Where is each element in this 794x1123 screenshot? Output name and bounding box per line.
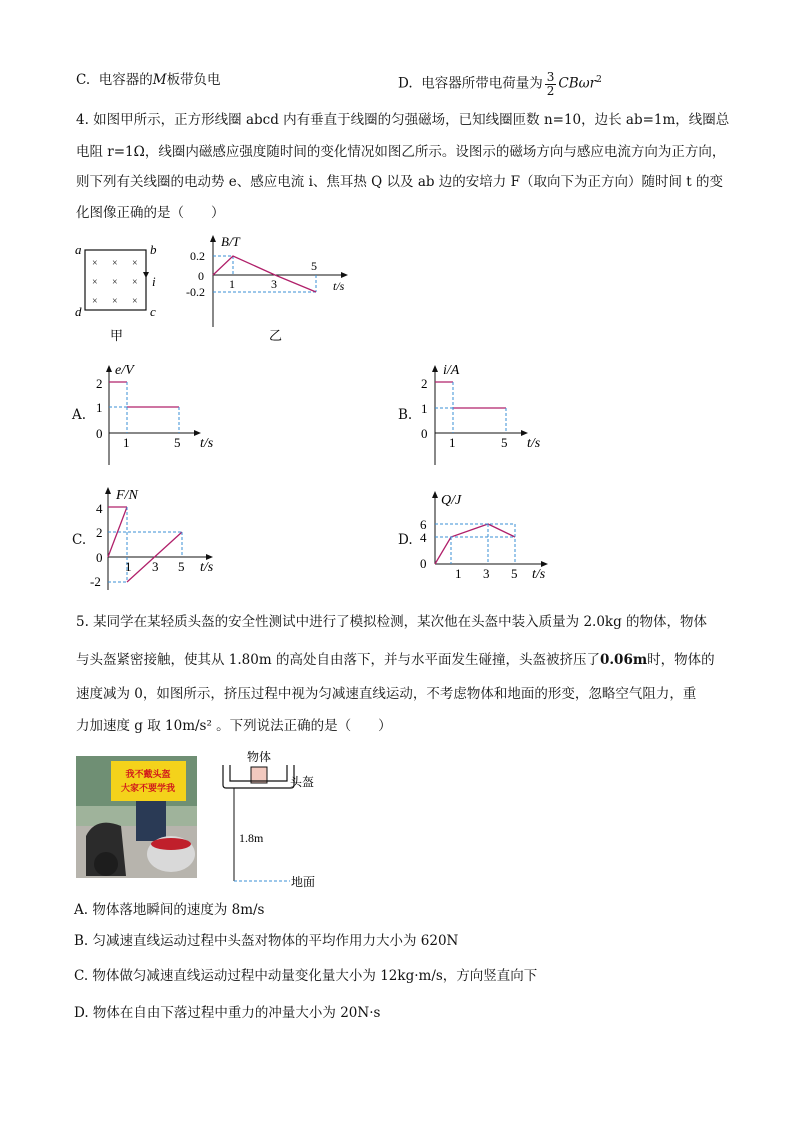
- svg-text:×: ×: [132, 277, 138, 288]
- svg-text:×: ×: [92, 258, 98, 269]
- q4-line-3: 则下列有关线圈的电动势 e、感应电流 i、焦耳热 Q 以及 ab 边的安培力 F（取向下为正方向）随时间 t 的变: [76, 174, 723, 190]
- svg-text:t/s: t/s: [200, 560, 214, 575]
- svg-text:Q/J: Q/J: [441, 493, 462, 508]
- svg-text:6: 6: [420, 517, 427, 532]
- svg-text:2: 2: [96, 376, 103, 391]
- svg-text:我不戴头盔: 我不戴头盔: [125, 769, 171, 779]
- q5-line-1: 5. 某同学在某轻质头盔的安全性测试中进行了模拟检测，某次他在头盔中装入质量为 2.0kg 的物体，物体: [76, 614, 708, 630]
- corner-a: a: [75, 242, 82, 257]
- tick-x-1: 1: [229, 277, 235, 291]
- svg-text:e/V: e/V: [115, 363, 134, 378]
- option-b-graph: [415, 360, 555, 468]
- current-arrow: [143, 272, 149, 278]
- caption-yi: 乙: [269, 328, 283, 343]
- y-axis-arrow: [210, 235, 216, 242]
- svg-text:5: 5: [501, 435, 508, 450]
- option-b-label: B.: [398, 407, 413, 423]
- option-c-label: C.: [72, 532, 87, 548]
- y-label: B/T: [221, 234, 240, 249]
- svg-text:-2: -2: [90, 574, 101, 589]
- current-label: i: [152, 274, 156, 289]
- svg-text:0: 0: [96, 426, 103, 441]
- option-d-graph: [415, 486, 560, 586]
- q5-option-a: A. 物体落地瞬间的速度为 8m/s: [74, 902, 265, 918]
- option-a-label: A.: [72, 407, 87, 423]
- svg-text:地面: 地面: [291, 875, 316, 889]
- svg-text:5: 5: [511, 566, 518, 581]
- q5-line-2: 与头盔紧密接触，使其从 1.80m 的高处自由落下，并与水平面发生碰撞，头盔被挤压了0.06m时，物体的: [76, 652, 715, 668]
- svg-text:4: 4: [96, 501, 103, 516]
- corner-b: b: [150, 242, 157, 257]
- q5-option-b: B. 匀减速直线运动过程中头盔对物体的平均作用力大小为 620N: [74, 933, 459, 949]
- caption-jia: 甲: [110, 328, 124, 343]
- svg-text:t/s: t/s: [532, 567, 546, 582]
- corner-d: d: [75, 304, 82, 319]
- x-label: t/s: [333, 279, 345, 293]
- tick-x-5: 5: [311, 259, 317, 273]
- svg-text:×: ×: [112, 258, 118, 269]
- svg-text:0: 0: [96, 550, 103, 565]
- svg-text:1: 1: [96, 400, 103, 415]
- q4-line-4: 化图像正确的是（ ）: [76, 205, 225, 221]
- svg-text:大家不要学我: 大家不要学我: [120, 783, 176, 793]
- q4-line-2: 电阻 r=1Ω，线圈内磁感应强度随时间的变化情况如图乙所示。设图示的磁场方向与感应电流方向为正方向，: [76, 144, 726, 160]
- field-crosses: [92, 258, 138, 307]
- helmet-drop-diagram: [210, 748, 330, 890]
- svg-text:F/N: F/N: [116, 488, 138, 503]
- q5-option-c: C. 物体做匀减速直线运动过程中动量变化量大小为 12kg·m/s，方向竖直向下: [74, 968, 538, 984]
- fraction: $\frac{3}{2}$: [546, 69, 555, 98]
- svg-text:×: ×: [112, 277, 118, 288]
- svg-text:0: 0: [420, 556, 427, 571]
- svg-text:1: 1: [455, 566, 462, 581]
- q3-option-d: D. 电容器所带电荷量为 $\frac{3}{2}$ CBωr$^2$: [398, 69, 602, 98]
- svg-text:×: ×: [92, 277, 98, 288]
- svg-text:i/A: i/A: [443, 363, 460, 378]
- option-c-graph: [88, 482, 228, 594]
- svg-text:2: 2: [421, 376, 428, 391]
- corner-c: c: [150, 304, 156, 319]
- svg-text:5: 5: [178, 559, 185, 574]
- svg-text:1: 1: [421, 401, 428, 416]
- svg-text:1: 1: [123, 435, 130, 450]
- option-d-label: D.: [398, 532, 413, 548]
- svg-text:3: 3: [483, 566, 490, 581]
- svg-text:1: 1: [125, 559, 132, 574]
- svg-text:1: 1: [449, 435, 456, 450]
- q5-line-4: 力加速度 g 取 10m/s² 。下列说法正确的是（ ）: [76, 718, 392, 734]
- figure-jia-coil: [70, 238, 165, 343]
- figure-yi-graph: [185, 232, 355, 344]
- svg-text:1.8m: 1.8m: [239, 831, 264, 845]
- svg-text:t/s: t/s: [200, 436, 214, 451]
- svg-text:×: ×: [132, 296, 138, 307]
- svg-text:t/s: t/s: [527, 436, 541, 451]
- svg-text:×: ×: [112, 296, 118, 307]
- q5-line-3: 速度减为 0，如图所示，挤压过程中视为匀减速直线运动，不考虑物体和地面的形变，忽略空气阻力，重: [76, 686, 697, 702]
- q5-option-d: D. 物体在自由下落过程中重力的冲量大小为 20N·s: [74, 1005, 381, 1021]
- tick-y-zero: 0: [198, 269, 204, 283]
- svg-text:4: 4: [420, 530, 427, 545]
- svg-text:×: ×: [92, 296, 98, 307]
- q3-option-c: C. 电容器的M板带负电: [76, 72, 221, 88]
- svg-text:2: 2: [96, 525, 103, 540]
- tick-y-neg: -0.2: [186, 285, 205, 299]
- tick-x-3: 3: [271, 277, 277, 291]
- option-a-graph: [88, 360, 228, 468]
- svg-text:0: 0: [421, 426, 428, 441]
- x-axis-arrow: [341, 272, 348, 278]
- svg-text:物体: 物体: [247, 750, 272, 764]
- protest-sign: [111, 761, 186, 801]
- svg-text:×: ×: [132, 258, 138, 269]
- svg-text:头盔: 头盔: [290, 775, 315, 789]
- q4-line-1: 4. 如图甲所示，正方形线圈 abcd 内有垂直于线圈的匀强磁场，已知线圈匝数 n=10，边长 ab=1m，线圈总: [76, 112, 730, 128]
- tick-y-pos: 0.2: [190, 249, 205, 263]
- svg-text:5: 5: [174, 435, 181, 450]
- svg-text:3: 3: [152, 559, 159, 574]
- helmet-test-photo: [76, 756, 197, 878]
